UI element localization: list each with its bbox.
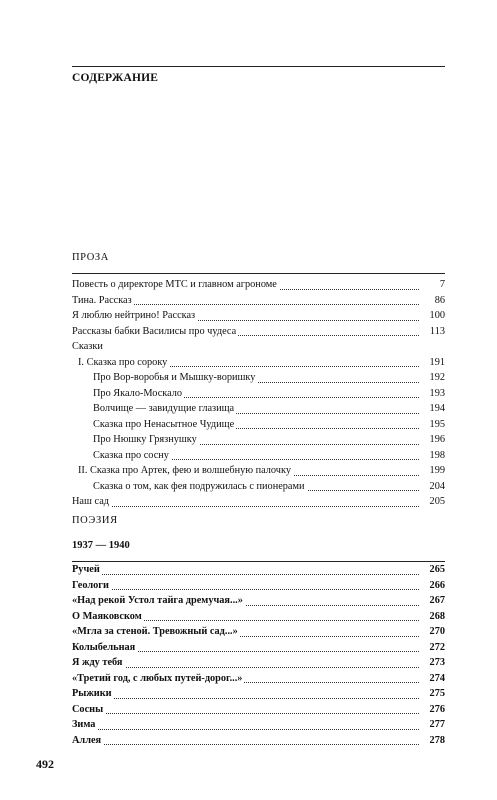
toc-entry-title: Сказка про Ненасытное Чудище (93, 417, 236, 433)
prose-rule (72, 273, 445, 274)
toc-entry-title: Колыбельная (72, 640, 137, 656)
toc-entry-title: Наш сад (72, 494, 111, 510)
toc-entry-page: 199 (427, 463, 445, 479)
toc-entry-page: 113 (427, 324, 445, 340)
toc-entry (72, 293, 445, 309)
toc-entry-page: 86 (432, 293, 445, 309)
toc-entry-page: 196 (427, 432, 445, 448)
prose-heading: ПРОЗА (72, 252, 109, 263)
toc-entry-title: Про Якало-Москало (93, 386, 184, 402)
toc-entry-title: Я жду тебя (72, 655, 125, 671)
toc-entry-page: 268 (427, 609, 445, 625)
toc-entry-title: Сказка о том, как фея подружилась с пионерами (93, 479, 307, 495)
toc-entry-page: 265 (427, 562, 445, 578)
poetry-toc (72, 562, 445, 748)
dot-leader (72, 729, 419, 730)
toc-entry-title: Аллея (72, 733, 103, 749)
toc-entry (72, 733, 445, 749)
toc-entry-page: 267 (427, 593, 445, 609)
toc-entry (72, 494, 445, 510)
poetry-heading: ПОЭЗИЯ (72, 515, 118, 526)
top-rule (72, 66, 445, 67)
toc-entry-title: Про Вор-воробья и Мышку-воришку (93, 370, 257, 386)
toc-entry-title: I. Сказка про сороку (78, 355, 169, 371)
toc-entry-page: 266 (427, 578, 445, 594)
toc-entry-title: Рассказы бабки Василисы про чудеса (72, 324, 238, 340)
toc-entry (72, 417, 445, 433)
toc-entry (72, 624, 445, 640)
toc-entry (72, 702, 445, 718)
toc-entry-title: Сказки (72, 339, 105, 355)
toc-entry-page: 277 (427, 717, 445, 733)
toc-entry-title: «Над рекой Устол тайга дремучая...» (72, 593, 245, 609)
toc-entry-title: О Маяковском (72, 609, 144, 625)
toc-entry (72, 277, 445, 293)
dot-leader (72, 589, 419, 590)
toc-entry (72, 463, 445, 479)
toc-entry-page: 273 (427, 655, 445, 671)
toc-entry-page: 194 (427, 401, 445, 417)
poetry-period: 1937 — 1940 (72, 540, 130, 551)
toc-entry (72, 386, 445, 402)
toc-entry (72, 655, 445, 671)
toc-entry-page: 205 (427, 494, 445, 510)
toc-entry-title: II. Сказка про Артек, фею и волшебную палочку (78, 463, 293, 479)
prose-toc (72, 277, 445, 510)
toc-entry-title: Сказка про сосну (93, 448, 171, 464)
toc-entry (72, 609, 445, 625)
toc-entry (72, 339, 445, 355)
dot-leader (72, 506, 419, 507)
toc-entry-title: Повесть о директоре МТС и главном агрономе (72, 277, 279, 293)
toc-entry-title: Ручей (72, 562, 102, 578)
dot-leader (72, 744, 419, 745)
toc-entry (72, 401, 445, 417)
dot-leader (72, 713, 419, 714)
toc-entry (72, 355, 445, 371)
page-title: СОДЕРЖАНИЕ (72, 72, 159, 84)
toc-entry-title: Геологи (72, 578, 111, 594)
toc-entry-page: 204 (427, 479, 445, 495)
toc-entry-page: 7 (437, 277, 445, 293)
toc-entry-title: Рыжики (72, 686, 114, 702)
toc-entry-page: 275 (427, 686, 445, 702)
toc-entry-page: 270 (427, 624, 445, 640)
toc-entry-title: Волчище — завидущие глазища (93, 401, 236, 417)
toc-entry-page: 278 (427, 733, 445, 749)
toc-entry-page: 100 (427, 308, 445, 324)
toc-entry-page: 195 (427, 417, 445, 433)
toc-entry (72, 640, 445, 656)
toc-entry-title: «Мгла за стеной. Тревожный сад...» (72, 624, 240, 640)
toc-entry-title: Про Нюшку Грязнушку (93, 432, 199, 448)
toc-entry (72, 686, 445, 702)
toc-entry-page: 274 (427, 671, 445, 687)
dot-leader (72, 574, 419, 575)
toc-entry-page: 276 (427, 702, 445, 718)
toc-entry-page: 192 (427, 370, 445, 386)
toc-entry (72, 717, 445, 733)
toc-entry (72, 578, 445, 594)
toc-entry-page: 272 (427, 640, 445, 656)
toc-entry (72, 671, 445, 687)
toc-entry-title: Я люблю нейтрино! Рассказ (72, 308, 197, 324)
toc-entry (72, 324, 445, 340)
toc-entry (72, 562, 445, 578)
toc-entry-title: Сосны (72, 702, 105, 718)
toc-entry-title: Зима (72, 717, 97, 733)
toc-entry-page: 191 (427, 355, 445, 371)
toc-entry-page: 193 (427, 386, 445, 402)
toc-entry-title: «Третий год, с любых путей-дорог...» (72, 671, 244, 687)
toc-entry (72, 448, 445, 464)
toc-entry (72, 370, 445, 386)
toc-entry (72, 593, 445, 609)
toc-entry (72, 479, 445, 495)
dot-leader (72, 698, 419, 699)
toc-entry (72, 432, 445, 448)
toc-entry-title: Тина. Рассказ (72, 293, 134, 309)
toc-entry-page: 198 (427, 448, 445, 464)
page-number: 492 (36, 757, 54, 771)
toc-entry (72, 308, 445, 324)
